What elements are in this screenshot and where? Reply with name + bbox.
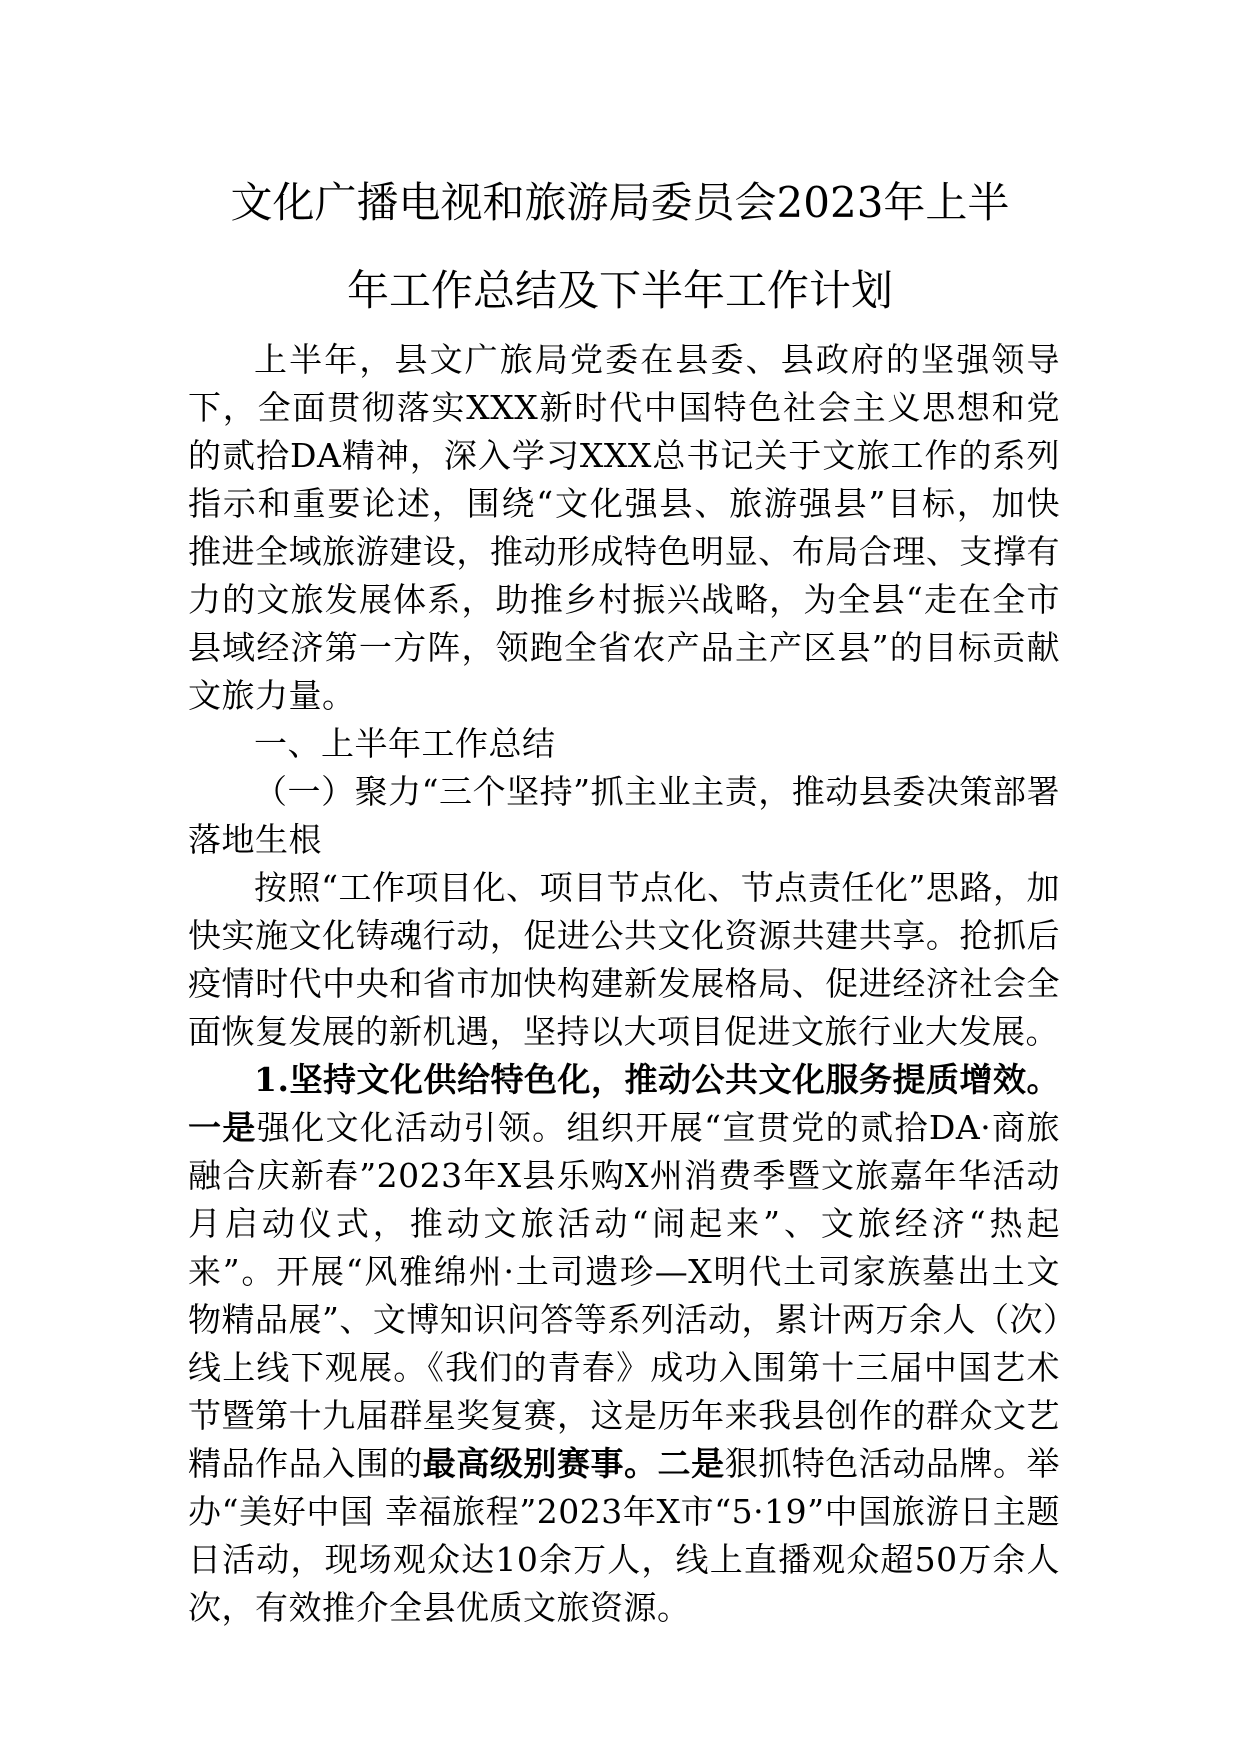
- item-text-b: 狠抓特色活动品牌。举办“美好中国 幸福旅程”2023年X市“5·19”中国旅游日主题日活动，现场观众达10余万人，线上直播观众超50万余人次，有效推介全县优质文旅资源。: [188, 1444, 1061, 1627]
- intro-paragraph: 上半年，县文广旅局党委在县委、县政府的坚强领导下，全面贯彻落实XXX新时代中国特色社会主义思想和党的贰拾DA精神，深入学习XXX总书记关于文旅工作的系列指示和重要论述，围绕“文化强县、旅游强县”目标，加快推进全域旅游建设，推动形成特色明显、布局合理、支撑有力的文旅发展体系，助推乡村振兴战略，为全县“走在全市县域经济第一方阵，领跑全省农产品主产区县”的目标贡献文旅力量。: [188, 340, 1060, 715]
- item-heading-bold: 1.坚持文化供给特色化，推动公共文化服务提质增效。一是: [188, 1060, 1060, 1147]
- document-body: [188, 336, 1060, 1632]
- subsection-heading-1: （一）聚力“三个坚持”抓主业主责，推动县委决策部署落地生根: [188, 772, 1060, 859]
- subsection-paragraph: 按照“工作项目化、项目节点化、节点责任化”思路，加快实施文化铸魂行动，促进公共文化资源共建共享。抢抓后疫情时代中央和省市加快构建新发展格局、促进经济社会全面恢复发展的新机遇，坚持以大项目促进文旅行业大发展。: [188, 868, 1060, 1051]
- item-paragraph-1: [188, 1056, 1060, 1632]
- document-title-line-2: 年工作总结及下半年工作计划: [346, 266, 893, 315]
- document-title-line-1: 文化广播电视和旅游局委员会2023年上半: [230, 178, 1010, 227]
- item-bold-b: 最高级别赛事。二是: [422, 1444, 725, 1483]
- section-heading-1: 一、上半年工作总结: [254, 724, 556, 763]
- item-text-a: 强化文化活动引领。组织开展“宣贯党的贰拾DA·商旅融合庆新春”2023年X县乐购X州消费季暨文旅嘉年华活动月启动仪式，推动文旅活动“闹起来”、文旅经济“热起来”。开展“风雅绵州·土司遗珍—X明代土司家族墓出土文物精品展”、文博知识问答等系列活动，累计两万余人（次）线上线下观展。《我们的青春》成功入围第十三届中国艺术节暨第十九届群星奖复赛，这是历年来我县创作的群众文艺精品作品入围的: [188, 1108, 1061, 1483]
